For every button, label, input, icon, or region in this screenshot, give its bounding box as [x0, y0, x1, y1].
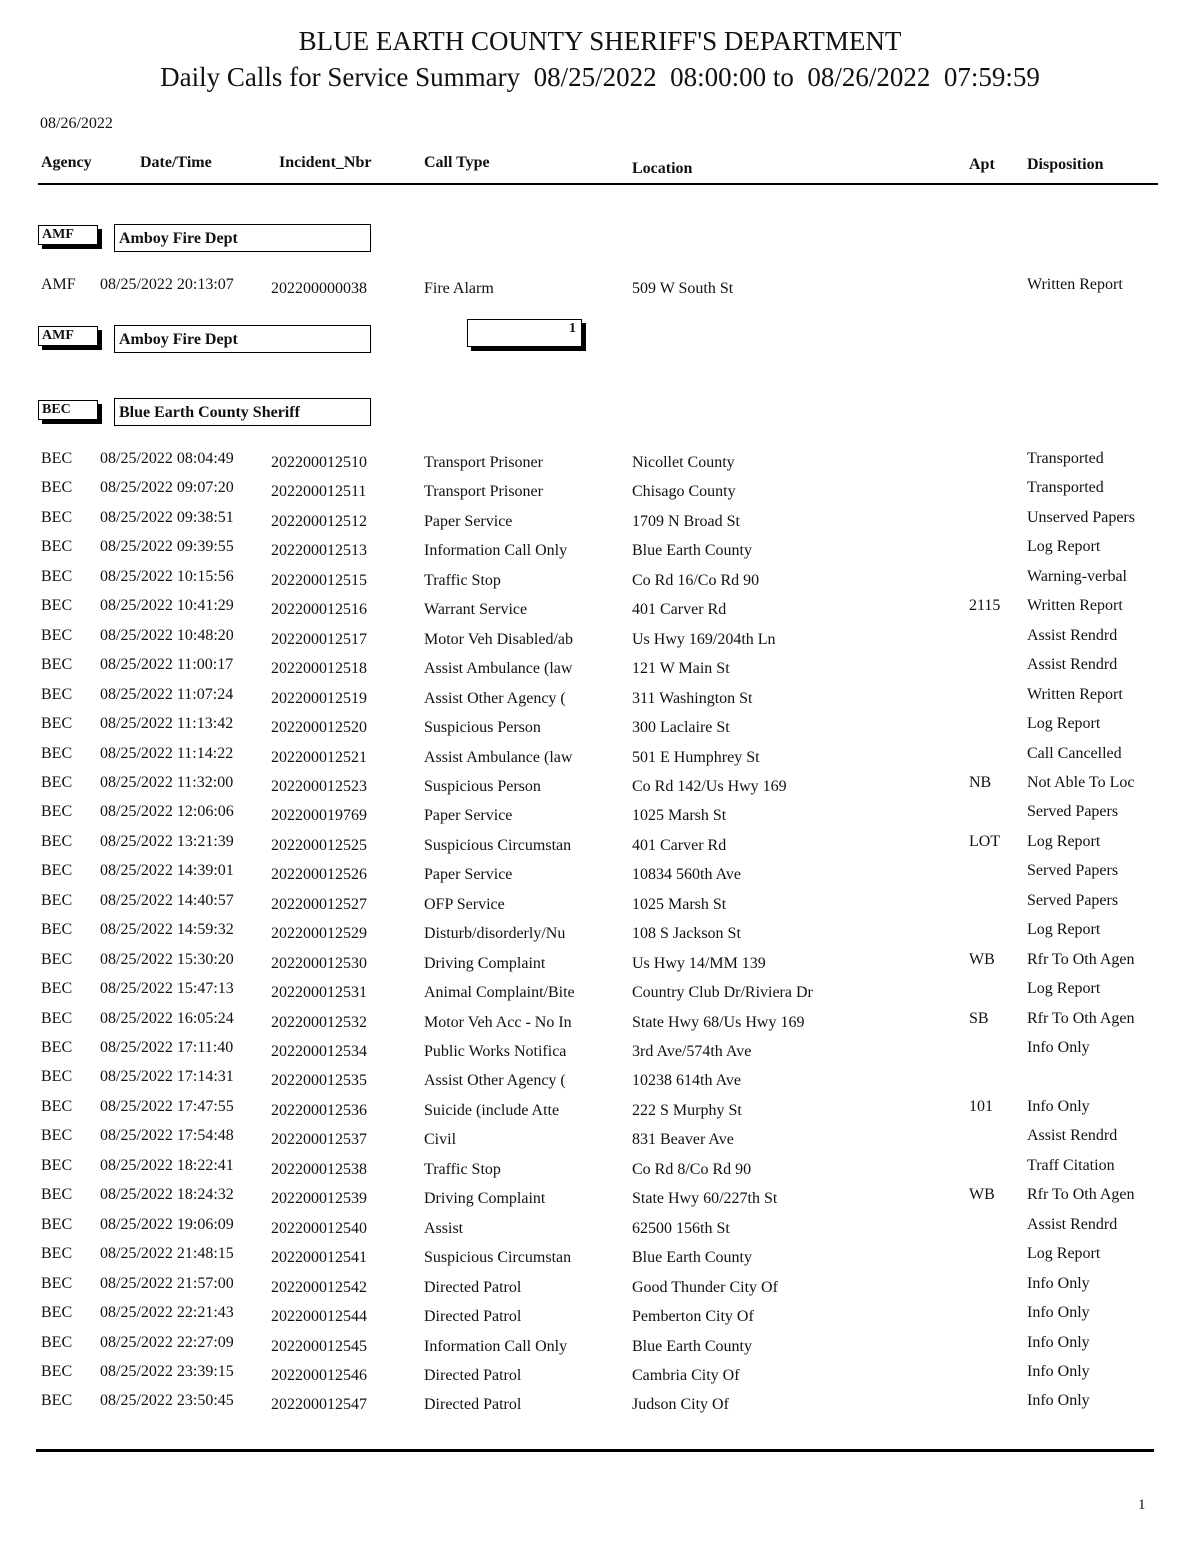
table-row: [0, 921, 1200, 950]
cell-disposition: Assist Rendrd: [1027, 656, 1118, 674]
agency-code-box-bec: BEC: [38, 400, 98, 420]
cell-agency: BEC: [41, 1156, 73, 1174]
cell-apt: 2115: [969, 597, 1001, 615]
cell-agency: BEC: [41, 1392, 73, 1410]
cell-datetime: 08/25/2022 23:50:45: [100, 1392, 234, 1410]
cell-incident-number: 202200012518: [271, 660, 367, 678]
cell-call-type: Suspicious Circumstan: [424, 1249, 572, 1267]
cell-location: 3rd Ave/574th Ave: [632, 1043, 752, 1060]
cell-datetime: 08/25/2022 17:14:31: [100, 1068, 234, 1086]
cell-datetime: 08/25/2022 23:39:15: [100, 1362, 234, 1380]
cell-call-type: OFP Service: [424, 895, 505, 913]
cell-disposition: Info Only: [1027, 1097, 1090, 1115]
column-header-disposition: Disposition: [1027, 156, 1104, 173]
cell-disposition: Transported: [1027, 450, 1104, 467]
cell-datetime: 08/25/2022 10:15:56: [100, 567, 234, 585]
cell-location: Co Rd 8/Co Rd 90: [632, 1160, 752, 1178]
cell-agency: BEC: [41, 1245, 73, 1263]
cell-agency: BEC: [41, 921, 73, 939]
cell-location: Blue Earth County: [632, 1249, 752, 1267]
cell-datetime: 08/25/2022 11:00:17: [100, 656, 234, 674]
cell-datetime: 08/25/2022 10:41:29: [100, 597, 234, 615]
cell-call-type: Motor Veh Disabled/ab: [424, 630, 574, 648]
cell-incident-number: 202200012546: [271, 1366, 367, 1384]
cell-disposition: Log Report: [1027, 715, 1101, 733]
cell-datetime: 08/25/2022 17:47:55: [100, 1097, 234, 1115]
cell-agency: BEC: [41, 1304, 73, 1322]
cell-agency: BEC: [41, 950, 73, 968]
table-row: [0, 833, 1200, 862]
cell-call-type: Transport Prisoner: [424, 483, 543, 501]
table-row: [0, 538, 1200, 567]
table-row: [0, 803, 1200, 832]
cell-location: 1025 Marsh St: [632, 807, 727, 825]
cell-apt: SB: [969, 1009, 989, 1027]
cell-apt: LOT: [969, 832, 1001, 850]
cell-call-type: Directed Patrol: [424, 1278, 522, 1296]
table-row: [0, 1245, 1200, 1274]
cell-call-type: Suspicious Person: [424, 719, 541, 737]
cell-agency: BEC: [41, 538, 73, 556]
cell-call-type: Disturb/disorderly/Nu: [424, 925, 566, 943]
column-header-location: Location: [632, 160, 693, 177]
cell-disposition: Served Papers: [1027, 803, 1119, 821]
agency-code-box-amf: AMF: [38, 225, 98, 245]
table-row: [0, 745, 1200, 774]
cell-agency: BEC: [41, 1215, 73, 1233]
cell-incident-number: 202200012511: [271, 483, 367, 501]
table-row: [0, 1127, 1200, 1156]
cell-datetime: 08/25/2022 14:59:32: [100, 921, 234, 939]
table-row: [0, 1363, 1200, 1392]
cell-incident-number: 202200012531: [271, 984, 367, 1002]
cell-disposition: Log Report: [1027, 921, 1101, 939]
cell-call-type: Warrant Service: [424, 601, 528, 619]
cell-disposition: Rfr To Oth Agen: [1027, 1186, 1135, 1204]
cell-disposition: Log Report: [1027, 538, 1101, 556]
cell-agency: BEC: [41, 862, 73, 880]
cell-agency: BEC: [41, 626, 73, 644]
cell-datetime: 08/25/2022 17:11:40: [100, 1039, 234, 1056]
table-row: [0, 1098, 1200, 1127]
cell-apt: WB: [969, 1186, 995, 1204]
cell-datetime: 08/25/2022 11:14:22: [100, 744, 234, 762]
agency-name-box-bec: Blue Earth County Sheriff: [114, 398, 371, 426]
cell-disposition: Traff Citation: [1027, 1156, 1115, 1174]
cell-incident-number: 202200012517: [271, 630, 367, 648]
table-row: [0, 1275, 1200, 1304]
cell-agency: AMF: [41, 276, 76, 293]
table-row: [0, 1392, 1200, 1421]
cell-location: Chisago County: [632, 483, 736, 501]
cell-call-type: Driving Complaint: [424, 954, 546, 972]
cell-call-type: Suspicious Circumstan: [424, 836, 572, 854]
cell-incident-number: 202200012527: [271, 895, 367, 913]
cell-incident-number: 202200012523: [271, 777, 367, 795]
cell-call-type: Paper Service: [424, 866, 513, 884]
cell-apt: NB: [969, 773, 992, 791]
cell-datetime: 08/25/2022 20:13:07: [100, 276, 234, 293]
cell-location: 10834 560th Ave: [632, 866, 742, 884]
column-header-agency: Agency: [41, 154, 92, 171]
cell-agency: BEC: [41, 715, 73, 733]
cell-disposition: Info Only: [1027, 1333, 1090, 1351]
cell-incident-number: 202200012534: [271, 1043, 367, 1060]
cell-datetime: 08/25/2022 18:22:41: [100, 1156, 234, 1174]
cell-incident-number: 202200012519: [271, 689, 367, 707]
cell-datetime: 08/25/2022 21:48:15: [100, 1245, 234, 1263]
column-header-incident: Incident_Nbr: [279, 154, 372, 171]
cell-call-type: Information Call Only: [424, 542, 568, 560]
cell-call-type: Traffic Stop: [424, 571, 501, 589]
cell-datetime: 08/25/2022 09:07:20: [100, 479, 234, 497]
cell-agency: BEC: [41, 1333, 73, 1351]
cell-datetime: 08/25/2022 08:04:49: [100, 450, 234, 467]
agency-name-box-amf: Amboy Fire Dept: [114, 224, 371, 252]
footer-rule: [36, 1449, 1154, 1452]
cell-agency: BEC: [41, 1362, 73, 1380]
cell-call-type: Public Works Notifica: [424, 1043, 567, 1060]
table-row: [0, 509, 1200, 538]
cell-location: State Hwy 60/227th St: [632, 1190, 778, 1208]
cell-call-type: Suspicious Person: [424, 777, 541, 795]
table-row: [0, 980, 1200, 1009]
table-row: [0, 1010, 1200, 1039]
cell-location: 62500 156th St: [632, 1219, 730, 1237]
cell-call-type: Driving Complaint: [424, 1190, 546, 1208]
table-row: [0, 892, 1200, 921]
cell-location: Judson City Of: [632, 1396, 729, 1414]
cell-disposition: Written Report: [1027, 685, 1123, 703]
table-row: [0, 479, 1200, 508]
cell-incident-number: 202200012512: [271, 512, 367, 530]
cell-incident-number: 202200012525: [271, 836, 367, 854]
cell-disposition: Log Report: [1027, 980, 1101, 998]
report-subtitle: Daily Calls for Service Summary 08/25/2022 08:00:00 to 08/26/2022 07:59:59: [160, 62, 1040, 92]
header-rule: [38, 183, 1158, 185]
cell-call-type: Assist Ambulance (law: [424, 660, 573, 678]
cell-agency: BEC: [41, 1068, 73, 1086]
table-row: [0, 568, 1200, 597]
cell-location: Good Thunder City Of: [632, 1278, 778, 1296]
cell-location: 1709 N Broad St: [632, 512, 740, 530]
table-row: [0, 862, 1200, 891]
cell-datetime: 08/25/2022 19:06:09: [100, 1215, 234, 1233]
cell-disposition: Assist Rendrd: [1027, 1215, 1118, 1233]
cell-agency: BEC: [41, 685, 73, 703]
cell-incident-number: 202200012539: [271, 1190, 367, 1208]
cell-disposition: Log Report: [1027, 832, 1101, 850]
agency-name-box-amf-total: Amboy Fire Dept: [114, 325, 371, 353]
cell-disposition: Transported: [1027, 479, 1104, 497]
cell-incident-number: 202200012510: [271, 454, 367, 471]
cell-agency: BEC: [41, 773, 73, 791]
table-row: [0, 1216, 1200, 1245]
cell-incident-number: 202200012516: [271, 601, 367, 619]
cell-call-type: Information Call Only: [424, 1337, 568, 1355]
cell-location: 401 Carver Rd: [632, 601, 727, 619]
cell-datetime: 08/25/2022 12:06:06: [100, 803, 234, 821]
cell-agency: BEC: [41, 1097, 73, 1115]
cell-datetime: 08/25/2022 15:30:20: [100, 950, 234, 968]
cell-location: 108 S Jackson St: [632, 925, 741, 943]
cell-disposition: Served Papers: [1027, 891, 1119, 909]
agency-count-box-amf: 1: [467, 319, 582, 347]
cell-call-type: Paper Service: [424, 512, 513, 530]
table-row: [0, 1186, 1200, 1215]
cell-call-type: Assist Other Agency (: [424, 1072, 566, 1090]
cell-datetime: 08/25/2022 11:13:42: [100, 715, 234, 733]
cell-agency: BEC: [41, 479, 73, 497]
cell-incident-number: 202200012547: [271, 1396, 367, 1414]
cell-location: Nicollet County: [632, 454, 735, 471]
cell-datetime: 08/25/2022 11:07:24: [100, 685, 234, 703]
cell-call-type: Directed Patrol: [424, 1308, 522, 1326]
cell-incident-number: 202200012538: [271, 1160, 367, 1178]
table-row: [0, 656, 1200, 685]
agency-code-box-amf-total: AMF: [38, 326, 98, 346]
cell-agency: BEC: [41, 803, 73, 821]
table-row: [0, 774, 1200, 803]
cell-datetime: 08/25/2022 15:47:13: [100, 980, 234, 998]
report-title: BLUE EARTH COUNTY SHERIFF'S DEPARTMENT: [298, 26, 902, 56]
cell-incident-number: 202200012542: [271, 1278, 367, 1296]
cell-location: Blue Earth County: [632, 542, 752, 560]
table-row: [0, 276, 1200, 305]
cell-disposition: Warning-verbal: [1027, 567, 1127, 585]
cell-disposition: Log Report: [1027, 1245, 1101, 1263]
cell-disposition: Written Report: [1027, 276, 1123, 293]
cell-incident-number: 202200012529: [271, 925, 367, 943]
cell-datetime: 08/25/2022 10:48:20: [100, 626, 234, 644]
cell-incident-number: 202200012532: [271, 1013, 367, 1031]
table-row: [0, 1068, 1200, 1097]
cell-call-type: Directed Patrol: [424, 1366, 522, 1384]
cell-agency: BEC: [41, 744, 73, 762]
cell-incident-number: 202200012537: [271, 1131, 367, 1149]
cell-disposition: Rfr To Oth Agen: [1027, 950, 1135, 968]
cell-call-type: Traffic Stop: [424, 1160, 501, 1178]
cell-disposition: Written Report: [1027, 597, 1123, 615]
cell-agency: BEC: [41, 891, 73, 909]
cell-call-type: Civil: [424, 1131, 457, 1149]
cell-disposition: Served Papers: [1027, 862, 1119, 880]
cell-datetime: 08/25/2022 09:39:55: [100, 538, 234, 556]
cell-incident-number: 202200012536: [271, 1101, 367, 1119]
cell-incident-number: 202200012545: [271, 1337, 367, 1355]
cell-agency: BEC: [41, 597, 73, 615]
cell-location: 10238 614th Ave: [632, 1072, 742, 1090]
cell-location: Us Hwy 169/204th Ln: [632, 630, 776, 648]
cell-datetime: 08/25/2022 11:32:00: [100, 773, 234, 791]
cell-apt: 101: [969, 1097, 993, 1115]
page-number: 1: [1138, 1497, 1146, 1513]
cell-agency: BEC: [41, 508, 73, 526]
cell-incident-number: 202200012540: [271, 1219, 367, 1237]
cell-datetime: 08/25/2022 16:05:24: [100, 1009, 234, 1027]
table-row: [0, 1039, 1200, 1068]
cell-datetime: 08/25/2022 14:40:57: [100, 891, 234, 909]
cell-call-type: Motor Veh Acc - No In: [424, 1013, 572, 1031]
cell-disposition: Info Only: [1027, 1392, 1090, 1410]
cell-call-type: Assist Ambulance (law: [424, 748, 573, 766]
cell-incident-number: 202200012541: [271, 1249, 367, 1267]
table-row: [0, 715, 1200, 744]
cell-call-type: Directed Patrol: [424, 1396, 522, 1414]
column-header-apt: Apt: [969, 156, 995, 173]
cell-disposition: Info Only: [1027, 1274, 1090, 1292]
cell-agency: BEC: [41, 1009, 73, 1027]
table-row: [0, 627, 1200, 656]
cell-location: Co Rd 142/Us Hwy 169: [632, 777, 787, 795]
cell-location: Country Club Dr/Riviera Dr: [632, 984, 813, 1002]
table-row: [0, 1304, 1200, 1333]
cell-agency: BEC: [41, 1039, 73, 1056]
cell-incident-number: 202200012526: [271, 866, 367, 884]
cell-location: 121 W Main St: [632, 660, 730, 678]
cell-apt: WB: [969, 950, 995, 968]
cell-location: Co Rd 16/Co Rd 90: [632, 571, 760, 589]
cell-location: 501 E Humphrey St: [632, 748, 760, 766]
cell-datetime: 08/25/2022 17:54:48: [100, 1127, 234, 1145]
cell-disposition: Assist Rendrd: [1027, 1127, 1118, 1145]
cell-location: 831 Beaver Ave: [632, 1131, 734, 1149]
cell-location: Pemberton City Of: [632, 1308, 754, 1326]
cell-datetime: 08/25/2022 22:21:43: [100, 1304, 234, 1322]
cell-agency: BEC: [41, 656, 73, 674]
cell-incident-number: 202200012521: [271, 748, 367, 766]
table-row: [0, 1157, 1200, 1186]
cell-location: Us Hwy 14/MM 139: [632, 954, 766, 972]
cell-agency: BEC: [41, 1127, 73, 1145]
run-date: 08/26/2022: [40, 115, 113, 132]
cell-datetime: 08/25/2022 21:57:00: [100, 1274, 234, 1292]
cell-datetime: 08/25/2022 13:21:39: [100, 832, 234, 850]
cell-disposition: Rfr To Oth Agen: [1027, 1009, 1135, 1027]
cell-call-type: Fire Alarm: [424, 280, 494, 297]
cell-disposition: Info Only: [1027, 1362, 1090, 1380]
table-row: [0, 1334, 1200, 1363]
cell-location: 311 Washington St: [632, 689, 753, 707]
table-row: [0, 951, 1200, 980]
cell-incident-number: 202200012544: [271, 1308, 367, 1326]
cell-disposition: Not Able To Loc: [1027, 773, 1135, 791]
cell-call-type: Assist: [424, 1219, 464, 1237]
cell-location: 300 Laclaire St: [632, 719, 730, 737]
cell-agency: BEC: [41, 980, 73, 998]
cell-disposition: Assist Rendrd: [1027, 626, 1118, 644]
cell-call-type: Assist Other Agency (: [424, 689, 566, 707]
cell-datetime: 08/25/2022 14:39:01: [100, 862, 234, 880]
cell-incident-number: 202200012535: [271, 1072, 367, 1090]
cell-agency: BEC: [41, 567, 73, 585]
column-header-call-type: Call Type: [424, 154, 490, 171]
cell-location: Blue Earth County: [632, 1337, 752, 1355]
cell-location: 509 W South St: [632, 280, 734, 297]
cell-agency: BEC: [41, 450, 73, 467]
cell-incident-number: 202200019769: [271, 807, 367, 825]
table-row: [0, 450, 1200, 479]
cell-agency: BEC: [41, 832, 73, 850]
cell-disposition: Call Cancelled: [1027, 744, 1122, 762]
cell-agency: BEC: [41, 1186, 73, 1204]
cell-incident-number: 202200012515: [271, 571, 367, 589]
cell-datetime: 08/25/2022 09:38:51: [100, 508, 234, 526]
cell-location: 222 S Murphy St: [632, 1101, 742, 1119]
cell-disposition: Info Only: [1027, 1039, 1090, 1056]
cell-incident-number: 202200012513: [271, 542, 367, 560]
cell-incident-number: 202200000038: [271, 280, 367, 297]
cell-incident-number: 202200012530: [271, 954, 367, 972]
cell-agency: BEC: [41, 1274, 73, 1292]
cell-call-type: Paper Service: [424, 807, 513, 825]
cell-incident-number: 202200012520: [271, 719, 367, 737]
cell-disposition: Unserved Papers: [1027, 508, 1135, 526]
cell-location: State Hwy 68/Us Hwy 169: [632, 1013, 805, 1031]
cell-location: Cambria City Of: [632, 1366, 740, 1384]
cell-datetime: 08/25/2022 18:24:32: [100, 1186, 234, 1204]
cell-call-type: Animal Complaint/Bite: [424, 984, 575, 1002]
cell-datetime: 08/25/2022 22:27:09: [100, 1333, 234, 1351]
cell-location: 401 Carver Rd: [632, 836, 727, 854]
column-header-datetime: Date/Time: [140, 154, 212, 171]
table-row: [0, 686, 1200, 715]
cell-call-type: Suicide (include Atte: [424, 1101, 560, 1119]
cell-location: 1025 Marsh St: [632, 895, 727, 913]
table-row: [0, 597, 1200, 626]
cell-disposition: Info Only: [1027, 1304, 1090, 1322]
cell-call-type: Transport Prisoner: [424, 454, 543, 471]
